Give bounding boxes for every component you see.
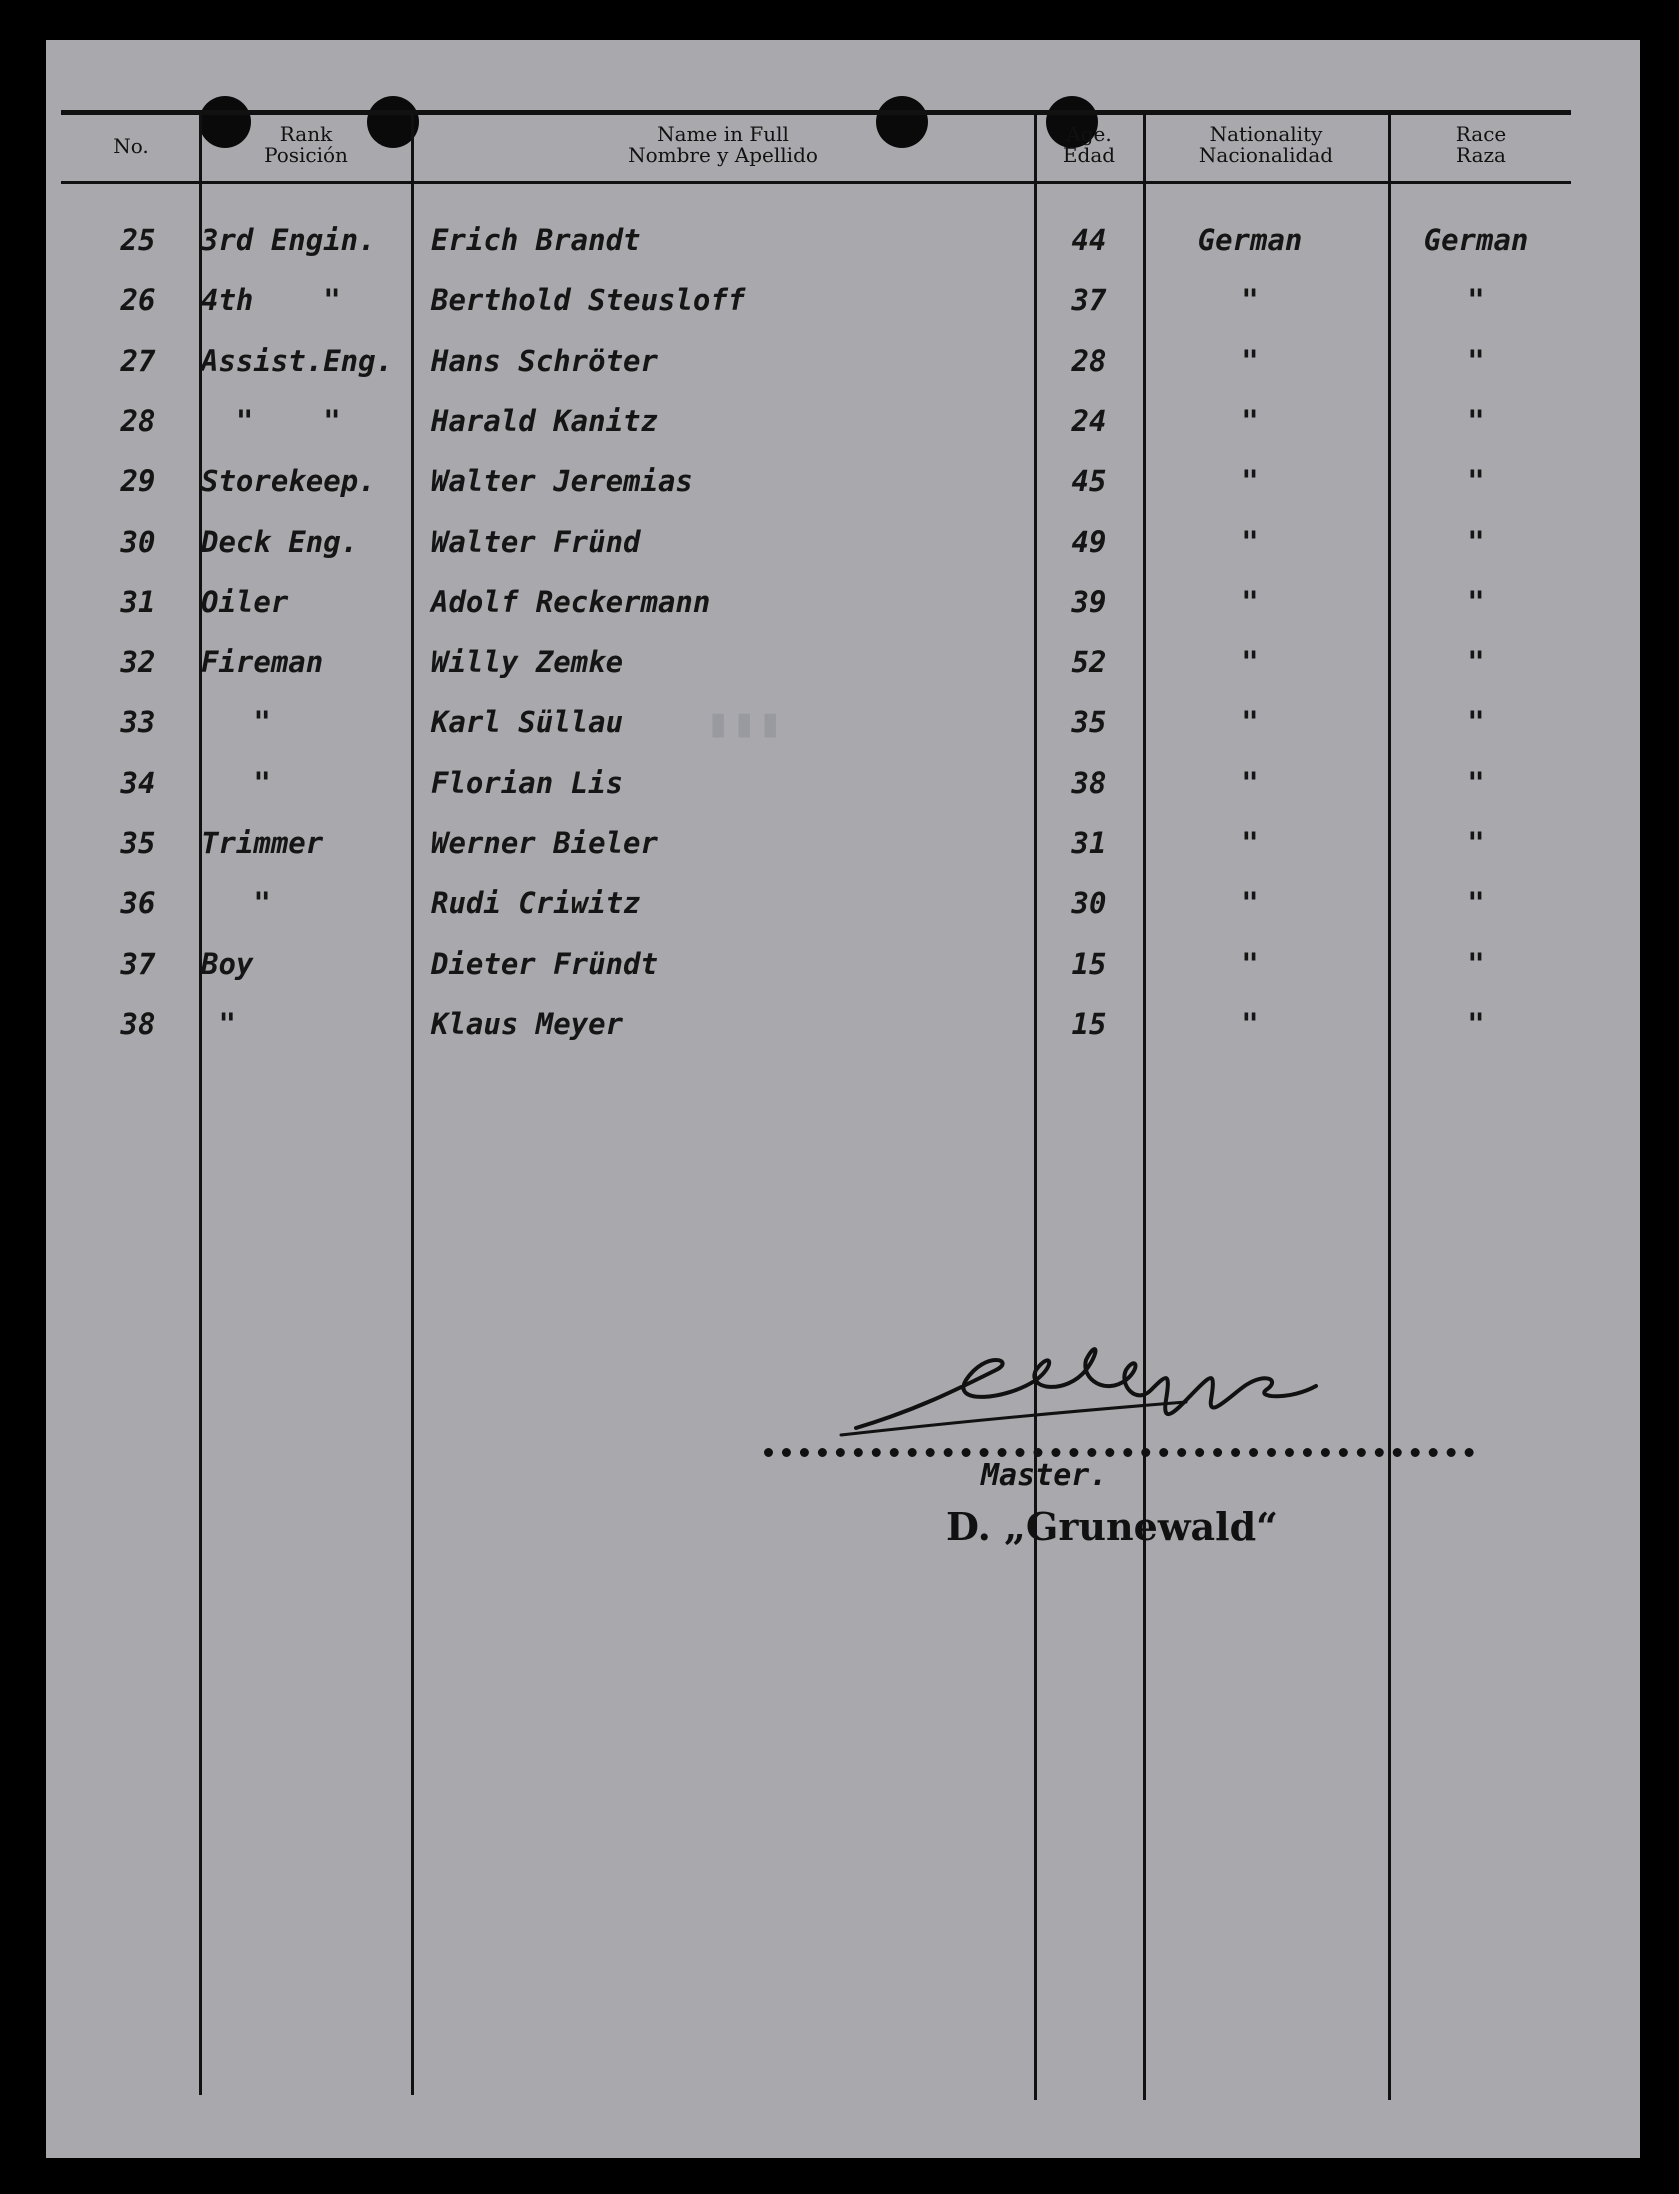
row-race: German (1423, 223, 1529, 257)
row-race: " (1467, 645, 1485, 679)
header-name (414, 124, 1032, 166)
row-nationality: " (1241, 525, 1259, 559)
row-nationality: " (1241, 585, 1259, 619)
row-name: Harald Kanitz (431, 404, 658, 438)
header-age-en: Age. (1066, 122, 1112, 146)
header-bottom-rule (61, 181, 1571, 184)
row-name: Dieter Fründt (431, 947, 658, 981)
header-age-es: Edad (1062, 143, 1116, 167)
header-top-rule (61, 110, 1571, 115)
row-rank: 4th " (201, 283, 341, 317)
row-nationality: " (1241, 645, 1259, 679)
row-age: 49 (1071, 525, 1107, 559)
row-rank: Fireman (201, 645, 324, 679)
row-age: 28 (1071, 344, 1107, 378)
row-name: Walter Jeremias (431, 464, 693, 498)
row-age: 15 (1071, 1007, 1107, 1041)
row-nationality: " (1241, 1007, 1259, 1041)
row-age: 24 (1071, 404, 1107, 438)
row-number: 34 (120, 766, 156, 800)
row-age: 37 (1071, 283, 1107, 317)
row-nationality: " (1241, 344, 1259, 378)
row-name: Werner Bieler (431, 826, 658, 860)
row-name: Karl Süllau (431, 705, 624, 739)
row-rank: Deck Eng. (201, 525, 359, 559)
column-divider (411, 115, 414, 2095)
row-age: 52 (1071, 645, 1107, 679)
row-race: " (1467, 705, 1485, 739)
row-rank: Boy (201, 947, 254, 981)
header-race-es: Raza (1456, 143, 1506, 167)
row-nationality: " (1241, 283, 1259, 317)
row-number: 26 (120, 283, 156, 317)
master-label: Master. (981, 1458, 1108, 1493)
row-nationality: German (1197, 223, 1303, 257)
row-age: 31 (1071, 826, 1107, 860)
row-race: " (1467, 344, 1485, 378)
master-signature (836, 1310, 1396, 1450)
header-nationality-en: Nationality (1209, 122, 1323, 146)
row-name: Florian Lis (431, 766, 624, 800)
row-nationality: " (1241, 826, 1259, 860)
ship-name-stamp: D. „Grunewald“ (946, 1504, 1279, 1549)
row-nationality: " (1241, 947, 1259, 981)
row-nationality: " (1241, 766, 1259, 800)
row-rank: " (201, 886, 271, 920)
row-name: Klaus Meyer (431, 1007, 624, 1041)
row-nationality: " (1241, 886, 1259, 920)
row-number: 25 (120, 223, 156, 257)
row-race: " (1467, 1007, 1485, 1041)
row-name: Erich Brandt (431, 223, 641, 257)
column-divider (1143, 115, 1146, 2100)
row-name: Walter Fründ (431, 525, 641, 559)
row-number: 32 (120, 645, 156, 679)
row-name: Hans Schröter (431, 344, 658, 378)
row-number: 36 (120, 886, 156, 920)
row-number: 37 (120, 947, 156, 981)
row-rank: Oiler (201, 585, 289, 619)
row-number: 30 (120, 525, 156, 559)
row-number: 27 (120, 344, 156, 378)
document-page (46, 40, 1640, 2158)
header-no-label: No. (113, 134, 149, 158)
row-rank: Trimmer (201, 826, 324, 860)
header-race-en: Race (1455, 122, 1507, 146)
header-race (1391, 124, 1571, 166)
header-rank-es: Posición (264, 143, 348, 167)
row-race: " (1467, 826, 1485, 860)
row-race: " (1467, 283, 1485, 317)
row-rank: " (201, 705, 271, 739)
row-number: 35 (120, 826, 156, 860)
row-nationality: " (1241, 404, 1259, 438)
row-number: 28 (120, 404, 156, 438)
column-divider (1034, 115, 1037, 2100)
faint-stamp-mark: ▮▮▮ (706, 700, 785, 746)
row-number: 29 (120, 464, 156, 498)
header-age (1037, 124, 1141, 166)
row-rank: " (201, 766, 271, 800)
header-nationality-es: Nacionalidad (1198, 143, 1334, 167)
row-race: " (1467, 525, 1485, 559)
row-rank: 3rd Engin. (201, 223, 376, 257)
header-rank-en: Rank (279, 122, 333, 146)
header-name-en: Name in Full (657, 122, 789, 146)
row-name: Berthold Steusloff (431, 283, 746, 317)
row-age: 44 (1071, 223, 1107, 257)
header-no (66, 136, 196, 157)
row-age: 30 (1071, 886, 1107, 920)
row-rank: " " (201, 404, 341, 438)
row-rank: Storekeep. (201, 464, 376, 498)
row-nationality: " (1241, 464, 1259, 498)
row-name: Rudi Criwitz (431, 886, 641, 920)
row-rank: Assist.Eng. (201, 344, 394, 378)
row-age: 45 (1071, 464, 1107, 498)
row-age: 15 (1071, 947, 1107, 981)
signature-dotted-line (764, 1448, 1474, 1469)
row-nationality: " (1241, 705, 1259, 739)
row-race: " (1467, 766, 1485, 800)
row-race: " (1467, 585, 1485, 619)
row-race: " (1467, 464, 1485, 498)
row-name: Willy Zemke (431, 645, 624, 679)
row-age: 39 (1071, 585, 1107, 619)
header-rank (202, 124, 410, 166)
row-race: " (1467, 947, 1485, 981)
row-name: Adolf Reckermann (431, 585, 711, 619)
row-number: 38 (120, 1007, 156, 1041)
row-number: 31 (120, 585, 156, 619)
row-number: 33 (120, 705, 156, 739)
header-name-es: Nombre y Apellido (628, 143, 818, 167)
row-age: 35 (1071, 705, 1107, 739)
header-nationality (1146, 124, 1386, 166)
row-age: 38 (1071, 766, 1107, 800)
row-rank: " (201, 1007, 236, 1041)
row-race: " (1467, 404, 1485, 438)
row-race: " (1467, 886, 1485, 920)
